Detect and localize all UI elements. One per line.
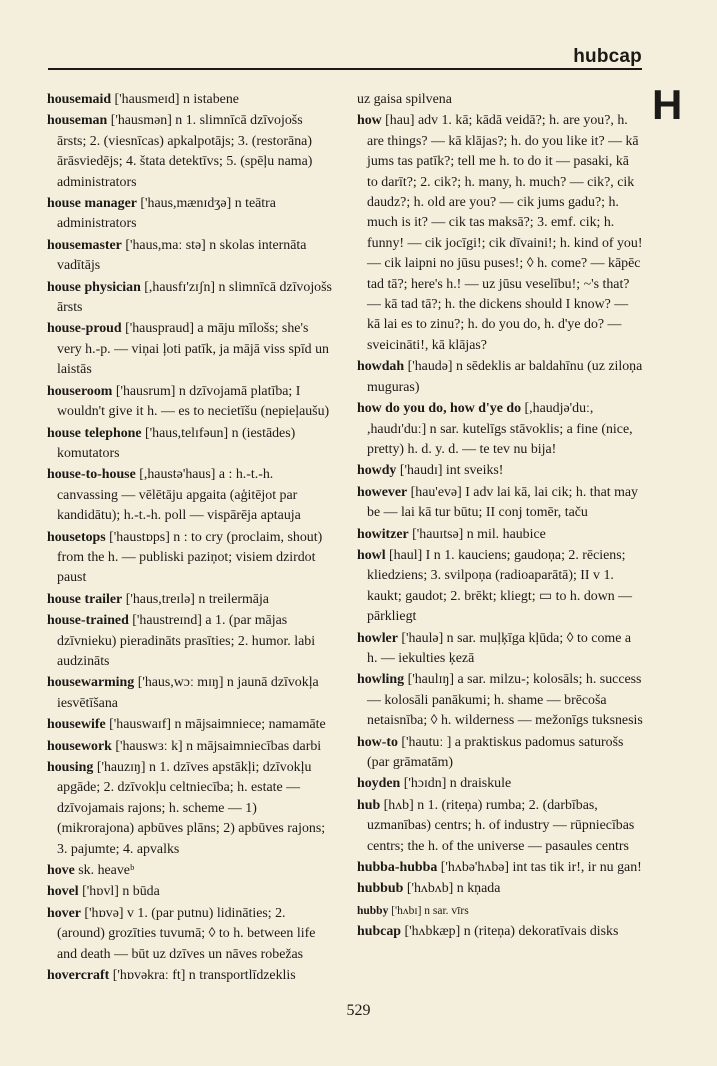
right-column xyxy=(357,90,643,944)
dictionary-entry xyxy=(357,879,643,899)
entry-definition: ['haus,maː stə] n skolas internāta vadītājs xyxy=(57,237,307,274)
dictionary-entry xyxy=(357,774,643,794)
entry-headword: hubby xyxy=(357,904,389,917)
entry-headword: hoyden xyxy=(357,776,401,792)
entry-definition: ['hauswɜː k] n mājsaimniecības darbi xyxy=(111,738,322,754)
entry-definition: sk. heaveᵇ xyxy=(74,863,135,879)
entry-definition: [,hausfɪ'zɪʃn] n slimnīcā dzīvojošs ārsts xyxy=(57,279,332,316)
entry-definition: ['haudɪ] int sveiks! xyxy=(396,463,504,479)
entry-definition: ['hɒvl] n būda xyxy=(78,884,160,900)
dictionary-entry xyxy=(47,424,333,465)
entry-headword: hove xyxy=(47,863,75,879)
dictionary-entry xyxy=(357,399,643,460)
entry-headword: hubcap xyxy=(357,924,402,940)
entry-headword: housing xyxy=(47,760,94,775)
entry-headword: housemaster xyxy=(47,237,122,253)
entry-headword: house-to-house xyxy=(47,467,136,483)
dictionary-entry xyxy=(357,629,643,670)
dictionary-entry xyxy=(47,278,333,319)
entry-definition: ['haustɒps] n : to cry (proclaim, shout) from the h. — publiski paziņot; visiem dzirdot paust xyxy=(57,529,323,586)
entry-definition: uz gaisa spilvena xyxy=(357,92,452,107)
entry-headword: how do you do, how d'ye do xyxy=(357,401,522,417)
dictionary-entry xyxy=(357,670,643,731)
entry-headword: hover xyxy=(47,905,81,921)
dictionary-entry xyxy=(357,461,643,481)
entry-headword: how-to xyxy=(357,734,398,750)
entry-definition: ['hʌbʌb] n kņada xyxy=(403,881,501,897)
header-rule xyxy=(48,68,642,70)
entry-definition: ['haus,treɪlə] n treilermāja xyxy=(122,591,269,607)
entry-headword: house-trained xyxy=(47,613,129,629)
entry-headword: house-proud xyxy=(47,321,122,337)
dictionary-entry xyxy=(47,465,333,526)
entry-headword: house telephone xyxy=(47,425,142,441)
dictionary-entry xyxy=(47,319,333,380)
guide-word: hubcap xyxy=(573,46,642,67)
entry-definition: ['hɒvəkraː ft] n transportlīdzeklis xyxy=(109,968,296,984)
entry-headword: housewife xyxy=(47,717,106,733)
entry-definition: ['hauspraud] a māju mīlošs; she's very h.-p. — viņai ļoti patīk, ja mājā viss spīd un laistās xyxy=(57,321,329,378)
entry-definition: ['hʌbɪ] n sar. vīrs xyxy=(388,904,469,917)
entry-definition: ['haus,telɪfəun] n (iestādes) komutators xyxy=(57,425,296,461)
entry-headword: how xyxy=(357,113,382,129)
entry-definition: ['hausmeɪd] n istabene xyxy=(111,92,239,107)
entry-headword: howdah xyxy=(357,359,405,375)
entry-headword: hubbub xyxy=(357,881,404,897)
dictionary-entry xyxy=(47,715,333,735)
entry-headword: howdy xyxy=(357,463,397,479)
dictionary-entry xyxy=(47,382,333,423)
entry-headword: hubba-hubba xyxy=(357,860,438,876)
entry-headword: howler xyxy=(357,630,398,646)
dictionary-entry xyxy=(357,796,643,857)
entry-headword: house manager xyxy=(47,196,137,212)
dictionary-entry xyxy=(47,111,333,193)
entry-definition: ['hɒvə] v 1. (par putnu) lidināties; 2. (around) grozīties tuvumā; ◊ to h. between life and death — būt uz dzīves un nāves robežas xyxy=(57,905,316,962)
entry-definition: ['hʌbə'hʌbə] int tas tik ir!, ir nu gan! xyxy=(437,860,642,876)
left-column xyxy=(47,90,333,987)
dictionary-entry xyxy=(357,90,643,110)
section-letter-tab: H xyxy=(652,81,683,128)
entry-definition: [haul] I n 1. kauciens; gaudoņa; 2. rēciens; kliedziens; 3. svilpoņa (radioaparātā); II v 1. kaukt; gaudot; 2. brēkt; kliegt; ▭ to h. down — pārkliegt xyxy=(367,547,633,625)
entry-headword: howling xyxy=(357,672,405,688)
entry-definition: ['haudə] n sēdeklis ar baldahīnu (uz ziloņa muguras) xyxy=(367,359,643,395)
entry-definition: [,haustə'haus] a : h.-t.-h. canvassing — vēlētāju apgaita (aģitējot par kandidātu); h.-t.-h. poll — vispārēja aptauja xyxy=(57,467,301,524)
entry-definition: ['hʌbkæp] n (riteņa) dekoratīvais disks xyxy=(401,924,619,940)
dictionary-entry xyxy=(357,922,643,942)
dictionary-entry xyxy=(357,858,643,878)
dictionary-entry xyxy=(47,236,333,277)
entry-headword: hub xyxy=(357,797,381,813)
dictionary-entry xyxy=(47,90,333,110)
entry-headword: housemaid xyxy=(47,92,112,107)
entry-headword: housework xyxy=(47,738,112,754)
entry-headword: howitzer xyxy=(357,526,409,542)
entry-definition: ['haus,mænɪdʒə] n teātra administrators xyxy=(57,196,276,232)
dictionary-entry xyxy=(47,611,333,672)
dictionary-entry xyxy=(47,673,333,714)
entry-definition: ['haus,wɔː mɪŋ] n jaunā dzīvokļa iesvētīšana xyxy=(57,675,319,711)
page-number: 529 xyxy=(346,1002,371,1019)
dictionary-entry xyxy=(357,901,643,921)
entry-headword: hovel xyxy=(47,884,79,900)
entry-definition: ['hɔɪdn] n draiskule xyxy=(400,776,512,792)
dictionary-entry xyxy=(357,357,643,398)
dictionary-entry xyxy=(47,904,333,965)
entry-headword: house trailer xyxy=(47,591,123,607)
entry-definition: [,haudjə'duː, ,haudɪ'duː] n sar. kutelīgs stāvoklis; a fine (nice, pretty) h. d. y. d. — te tev nu bija! xyxy=(367,401,633,457)
entry-definition: ['hauzɪŋ] n 1. dzīves apstākļi; dzīvokļu apgāde; 2. dzīvokļu celtniecība; h. estate — dzīvojamais rajons; h. scheme — 1) (mikrorajona) apbūves plāns; 2) apbūves rajons; 3. pajumte; 4. apvalks xyxy=(57,760,326,857)
dictionary-entry xyxy=(47,194,333,235)
entry-definition: ['haulɪŋ] a sar. milzu-; kolosāls; h. success — kolosāli panākumi; h. shame — brēcoša netaisnība; ◊ h. wilderness — mežonīgs tuksnesis xyxy=(367,672,643,729)
entry-definition: ['haulə] n sar. muļķīga kļūda; ◊ to come a h. — iekulties ķezā xyxy=(367,630,632,666)
dictionary-entry xyxy=(47,590,333,610)
dictionary-entry xyxy=(357,483,643,524)
entry-headword: house physician xyxy=(47,279,141,295)
dictionary-entry xyxy=(357,546,643,628)
entry-definition: ['hausmən] n 1. slimnīcā dzīvojošs ārsts; 2. (viesnīcas) apkalpotājs; 3. (restorāna) ārāsviedējs; 4. štata detektīvs; 5. (spēļu nama) administrators xyxy=(57,113,313,190)
entry-definition: [hau] adv 1. kā; kādā veidā?; h. are you?, h. are things? — kā klājas?; h. do you like it? — kā jums tas patīk?; tell me h. to do it — pasaki, kā to darīt?; 2. cik?; h. many, h. much? — cik?, cik daudz?; h. old are you? — cik jums gadu?; h. much is it? — cik tas maksā?; 3. emf. cik; h. funny! — cik jocīgi!; cik dīvaini!; h. kind of you! — cik laipni no jūsu puses!; ◊ h. come? — kāpēc tad tā?; here's h.! — uz jūsu veselību!; ~'s that? — kā tad tā?; h. the dickens should I know? — kā lai es to zinu?; h. do you do, h. d'ye do? — sveicināti!, kā klājas? xyxy=(367,113,643,353)
dictionary-entry xyxy=(47,528,333,589)
dictionary-entry xyxy=(47,737,333,757)
dictionary-entry xyxy=(47,758,333,860)
dictionary-entry xyxy=(47,966,333,986)
dictionary-entry xyxy=(357,733,643,774)
dictionary-entry xyxy=(357,525,643,545)
dictionary-entry xyxy=(357,111,643,356)
entry-headword: houseroom xyxy=(47,383,113,399)
entry-headword: housetops xyxy=(47,529,106,545)
entry-headword: however xyxy=(357,484,408,500)
entry-headword: houseman xyxy=(47,113,108,129)
entry-definition: ['hautuː ] a praktiskus padomus saturošs (par grāmatām) xyxy=(367,734,624,770)
dictionary-entry xyxy=(47,861,333,881)
entry-headword: howl xyxy=(357,547,386,563)
entry-headword: hovercraft xyxy=(47,968,110,984)
entry-definition: ['hauswaɪf] n mājsaimniece; namamāte xyxy=(105,717,326,733)
dictionary-entry xyxy=(47,882,333,902)
entry-definition: [hʌb] n 1. (riteņa) rumba; 2. (darbības, uzmanības) centrs; h. of industry — rūpniecības centrs; the h. of the universe — pasaules centrs xyxy=(367,797,635,854)
entry-headword: housewarming xyxy=(47,675,135,691)
entry-definition: ['haustreɪnd] a 1. (par mājas dzīvnieku) pieradināts prasīties; 2. humor. labi audzināts xyxy=(57,613,316,669)
entry-definition: ['hauɪtsə] n mil. haubice xyxy=(408,526,546,542)
entry-definition: ['hausrum] n dzīvojamā platība; I wouldn't give it h. — es to necietīšu (nepieļaušu) xyxy=(57,383,330,420)
entry-definition: [hau'evə] I adv lai kā, lai cik; h. that may be — lai kā tur būtu; II conj tomēr, taču xyxy=(367,484,638,521)
